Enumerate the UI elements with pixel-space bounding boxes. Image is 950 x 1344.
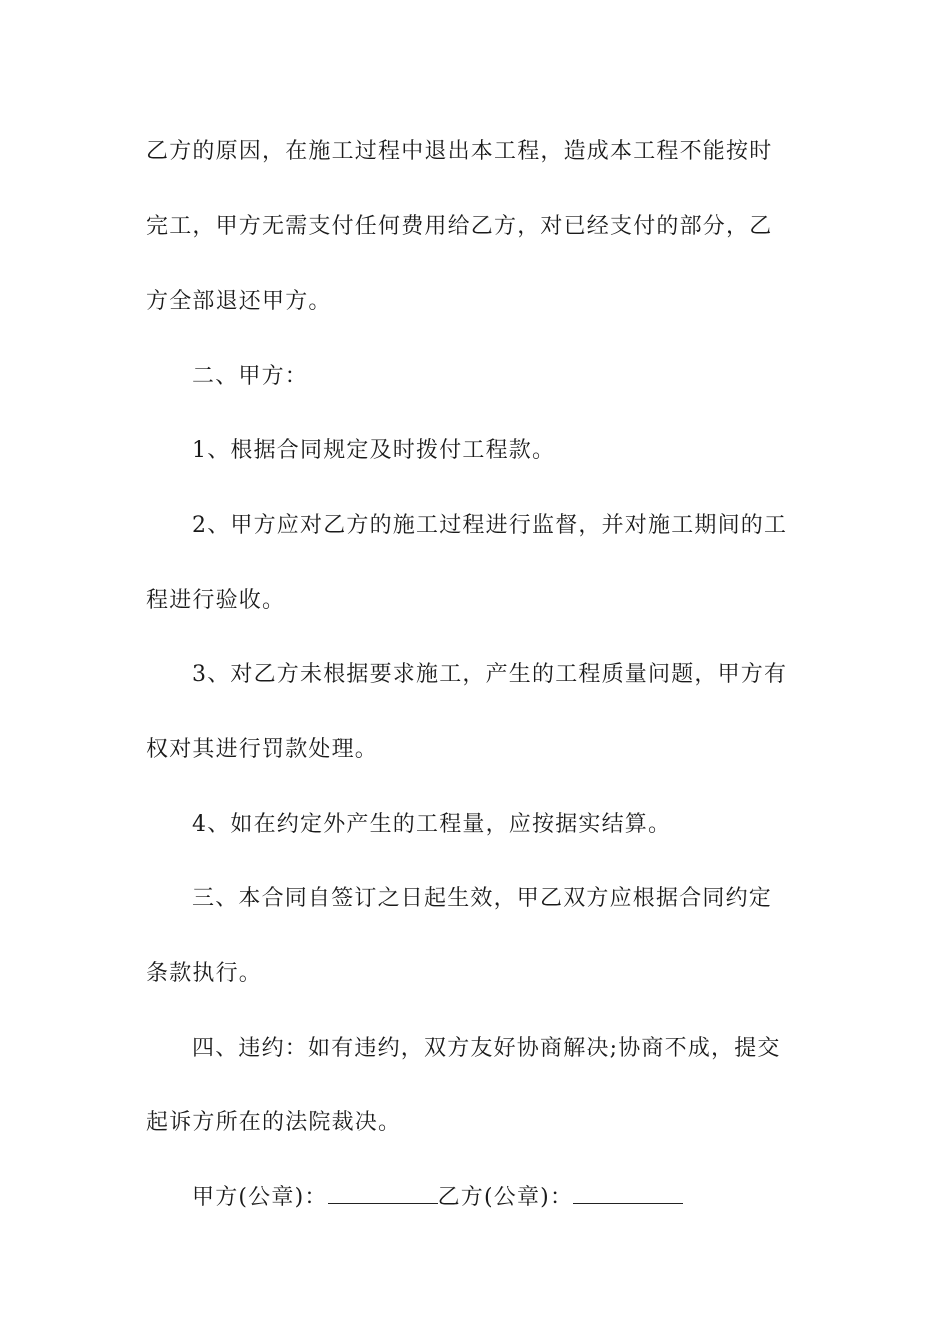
party-b-seal-label: 乙方(公章)： — [437, 1185, 574, 1210]
section-heading-party-a: 二、甲方： — [192, 364, 309, 389]
clause-3: 3、对乙方未根据要求施工，产生的工程质量问题，甲方有 — [192, 662, 788, 687]
signature-line — [192, 1183, 852, 1213]
section-four-cont: 起诉方所在的法院裁决。 — [146, 1110, 402, 1135]
section-three: 三、本合同自签订之日起生效，甲乙双方应根据合同约定 — [192, 886, 773, 911]
clause-2-cont: 程进行验收。 — [146, 588, 286, 613]
clause-3-cont: 权对其进行罚款处理。 — [146, 737, 379, 762]
party-b-signature-blank — [573, 1185, 683, 1204]
paragraph-line: 方全部退还甲方。 — [146, 289, 332, 314]
clause-1: 1、根据合同规定及时拨付工程款。 — [192, 438, 556, 463]
party-a-seal-label: 甲方(公章)： — [192, 1185, 328, 1210]
paragraph-line: 完工，甲方无需支付任何费用给乙方，对已经支付的部分，乙 — [146, 214, 773, 239]
clause-2: 2、甲方应对乙方的施工过程进行监督，并对施工期间的工 — [192, 513, 788, 538]
party-a-signature-blank — [328, 1185, 438, 1204]
section-three-cont: 条款执行。 — [146, 961, 263, 986]
paragraph-line: 乙方的原因，在施工过程中退出本工程，造成本工程不能按时 — [146, 139, 773, 164]
section-four: 四、违约：如有违约，双方友好协商解决;协商不成，提交 — [192, 1036, 781, 1061]
clause-4: 4、如在约定外产生的工程量，应按据实结算。 — [192, 812, 672, 837]
